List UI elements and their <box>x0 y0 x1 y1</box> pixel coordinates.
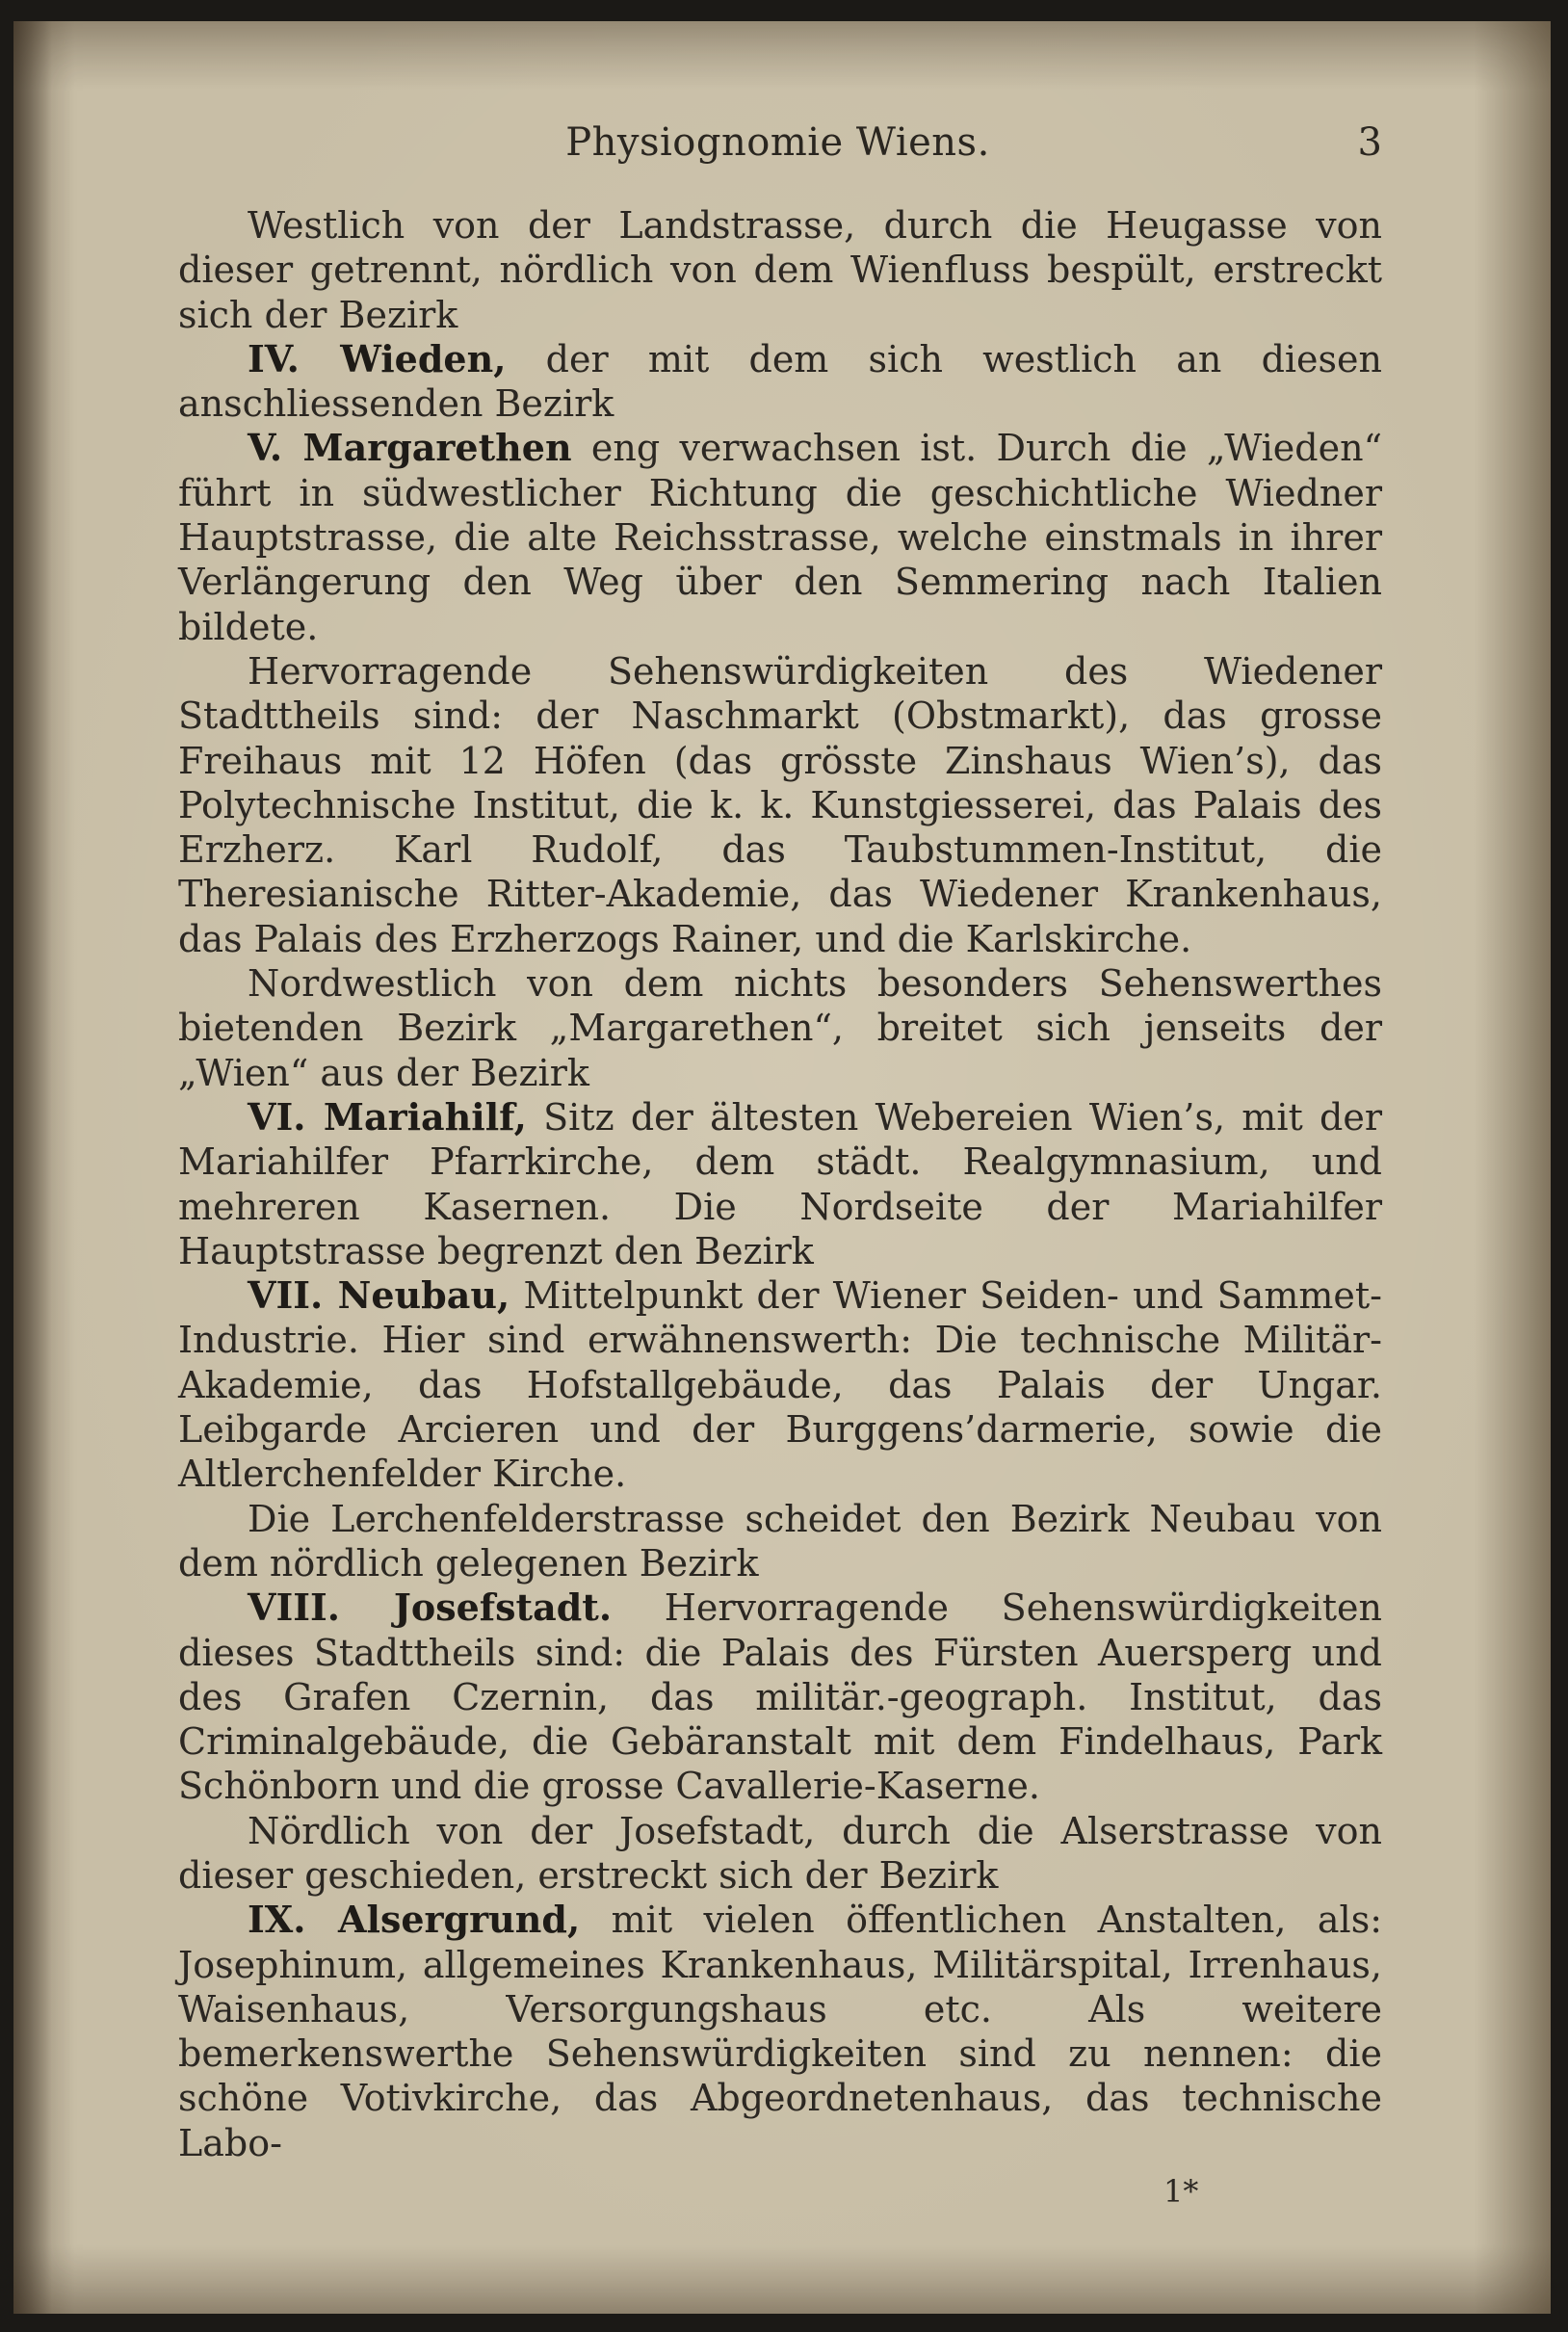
paragraph-wieden-sights: Hervorragende Sehenswürdigkeiten des Wiedener Stadttheils sind: der Naschmarkt (Obstmarkt), das grosse Freihaus mit 12 Höfen (das grösste Zinshaus Wien’s), das Polytechnische Institut, die k. k. Kunstgiesserei, das Palais des Erzherz. Karl Rudolf, das Taubstummen-Institut, die Theresianische Ritter-Akademie, das Wiedener Krankenhaus, das Palais des Erzherzogs Rainer, und die Karlskirche. <box>178 649 1382 960</box>
district-heading-neubau: VII. Neubau, <box>248 1273 510 1318</box>
paragraph-wieden: IV. Wieden, der mit dem sich westlich an diesen anschliessenden Bezirk <box>178 336 1382 426</box>
paragraph-neubau: VII. Neubau, Mittelpunkt der Wiener Seiden- und Sammet-Industrie. Hier sind erwähnenswerth: Die technische Militär-Akademie, das Hofstallgebäude, das Palais der Ungar. Leibgarde Arcieren und der Burggens’darmerie, sowie die Altlerchenfelder Kirche. <box>178 1273 1382 1496</box>
paragraph-mariahilf: VI. Mariahilf, Sitz der ältesten Webereien Wien’s, mit der Mariahilfer Pfarrkirche, dem städt. Realgymnasium, und mehreren Kasernen. Die Nordseite der Mariahilfer Hauptstrasse begrenzt den Bezirk <box>178 1094 1382 1272</box>
district-heading-margarethen: V. Margarethen <box>248 426 572 470</box>
paragraph-northwest: Nordwestlich von dem nichts besonders Sehenswerthes bietenden Bezirk „Margarethen“, breitet sich jenseits der „Wien“ aus der Bezirk <box>178 962 1382 1094</box>
district-heading-alsergrund: IX. Alsergrund, <box>248 1898 581 1942</box>
body-text <box>178 203 1382 2165</box>
district-heading-mariahilf: VI. Mariahilf, <box>248 1094 527 1139</box>
running-head <box>173 114 1382 171</box>
district-heading-josefstadt: VIII. Josefstadt. <box>248 1585 613 1630</box>
paragraph-margarethen: V. Margarethen eng verwachsen ist. Durch die „Wieden“ führt in südwestlicher Richtung die geschichtliche Wiedner Hauptstrasse, die alte Reichsstrasse, welche einstmals in ihrer Verlängerung den Weg über den Semmering nach Italien bildete. <box>178 426 1382 648</box>
page-title: Physiognomie Wiens. <box>565 120 990 165</box>
district-heading-wieden: IV. Wieden, <box>248 336 507 380</box>
paragraph-landstrasse-west: Westlich von der Landstrasse, durch die Heugasse von dieser getrennt, nördlich von dem Wienfluss bespült, erstreckt sich der Bezirk <box>178 204 1382 336</box>
page-edge-shadow <box>13 21 52 2314</box>
paragraph-lerchenfelder: Die Lerchenfelderstrasse scheidet den Bezirk Neubau von dem nördlich gelegenen Bezirk <box>178 1497 1382 1585</box>
printer-signature-mark: 1* <box>1163 2173 1199 2210</box>
page-number: 3 <box>1357 120 1382 165</box>
paragraph-alsergrund: IX. Alsergrund, mit vielen öffentlichen Anstalten, als: Josephinum, allgemeines Krankenhaus, Militärspital, Irrenhaus, Waisenhaus, Versorgungshaus etc. Als weitere bemerkenswerthe Sehenswürdigkeiten sind zu nennen: die schöne Votivkirche, das Abgeordnetenhaus, das technische Labo- <box>178 1898 1383 2164</box>
paragraph-alserstrasse: Nördlich von der Josefstadt, durch die Alserstrasse von dieser geschieden, erstreckt sich der Bezirk <box>178 1809 1382 1897</box>
paragraph-josefstadt: VIII. Josefstadt. Hervorragende Sehenswürdigkeiten dieses Stadttheils sind: die Palais des Fürsten Auersperg und des Grafen Czernin, das militär.-geograph. Institut, das Criminalgebäude, die Gebäranstalt mit dem Findelhaus, Park Schönborn und die grosse Cavallerie-Kaserne. <box>178 1585 1382 1808</box>
